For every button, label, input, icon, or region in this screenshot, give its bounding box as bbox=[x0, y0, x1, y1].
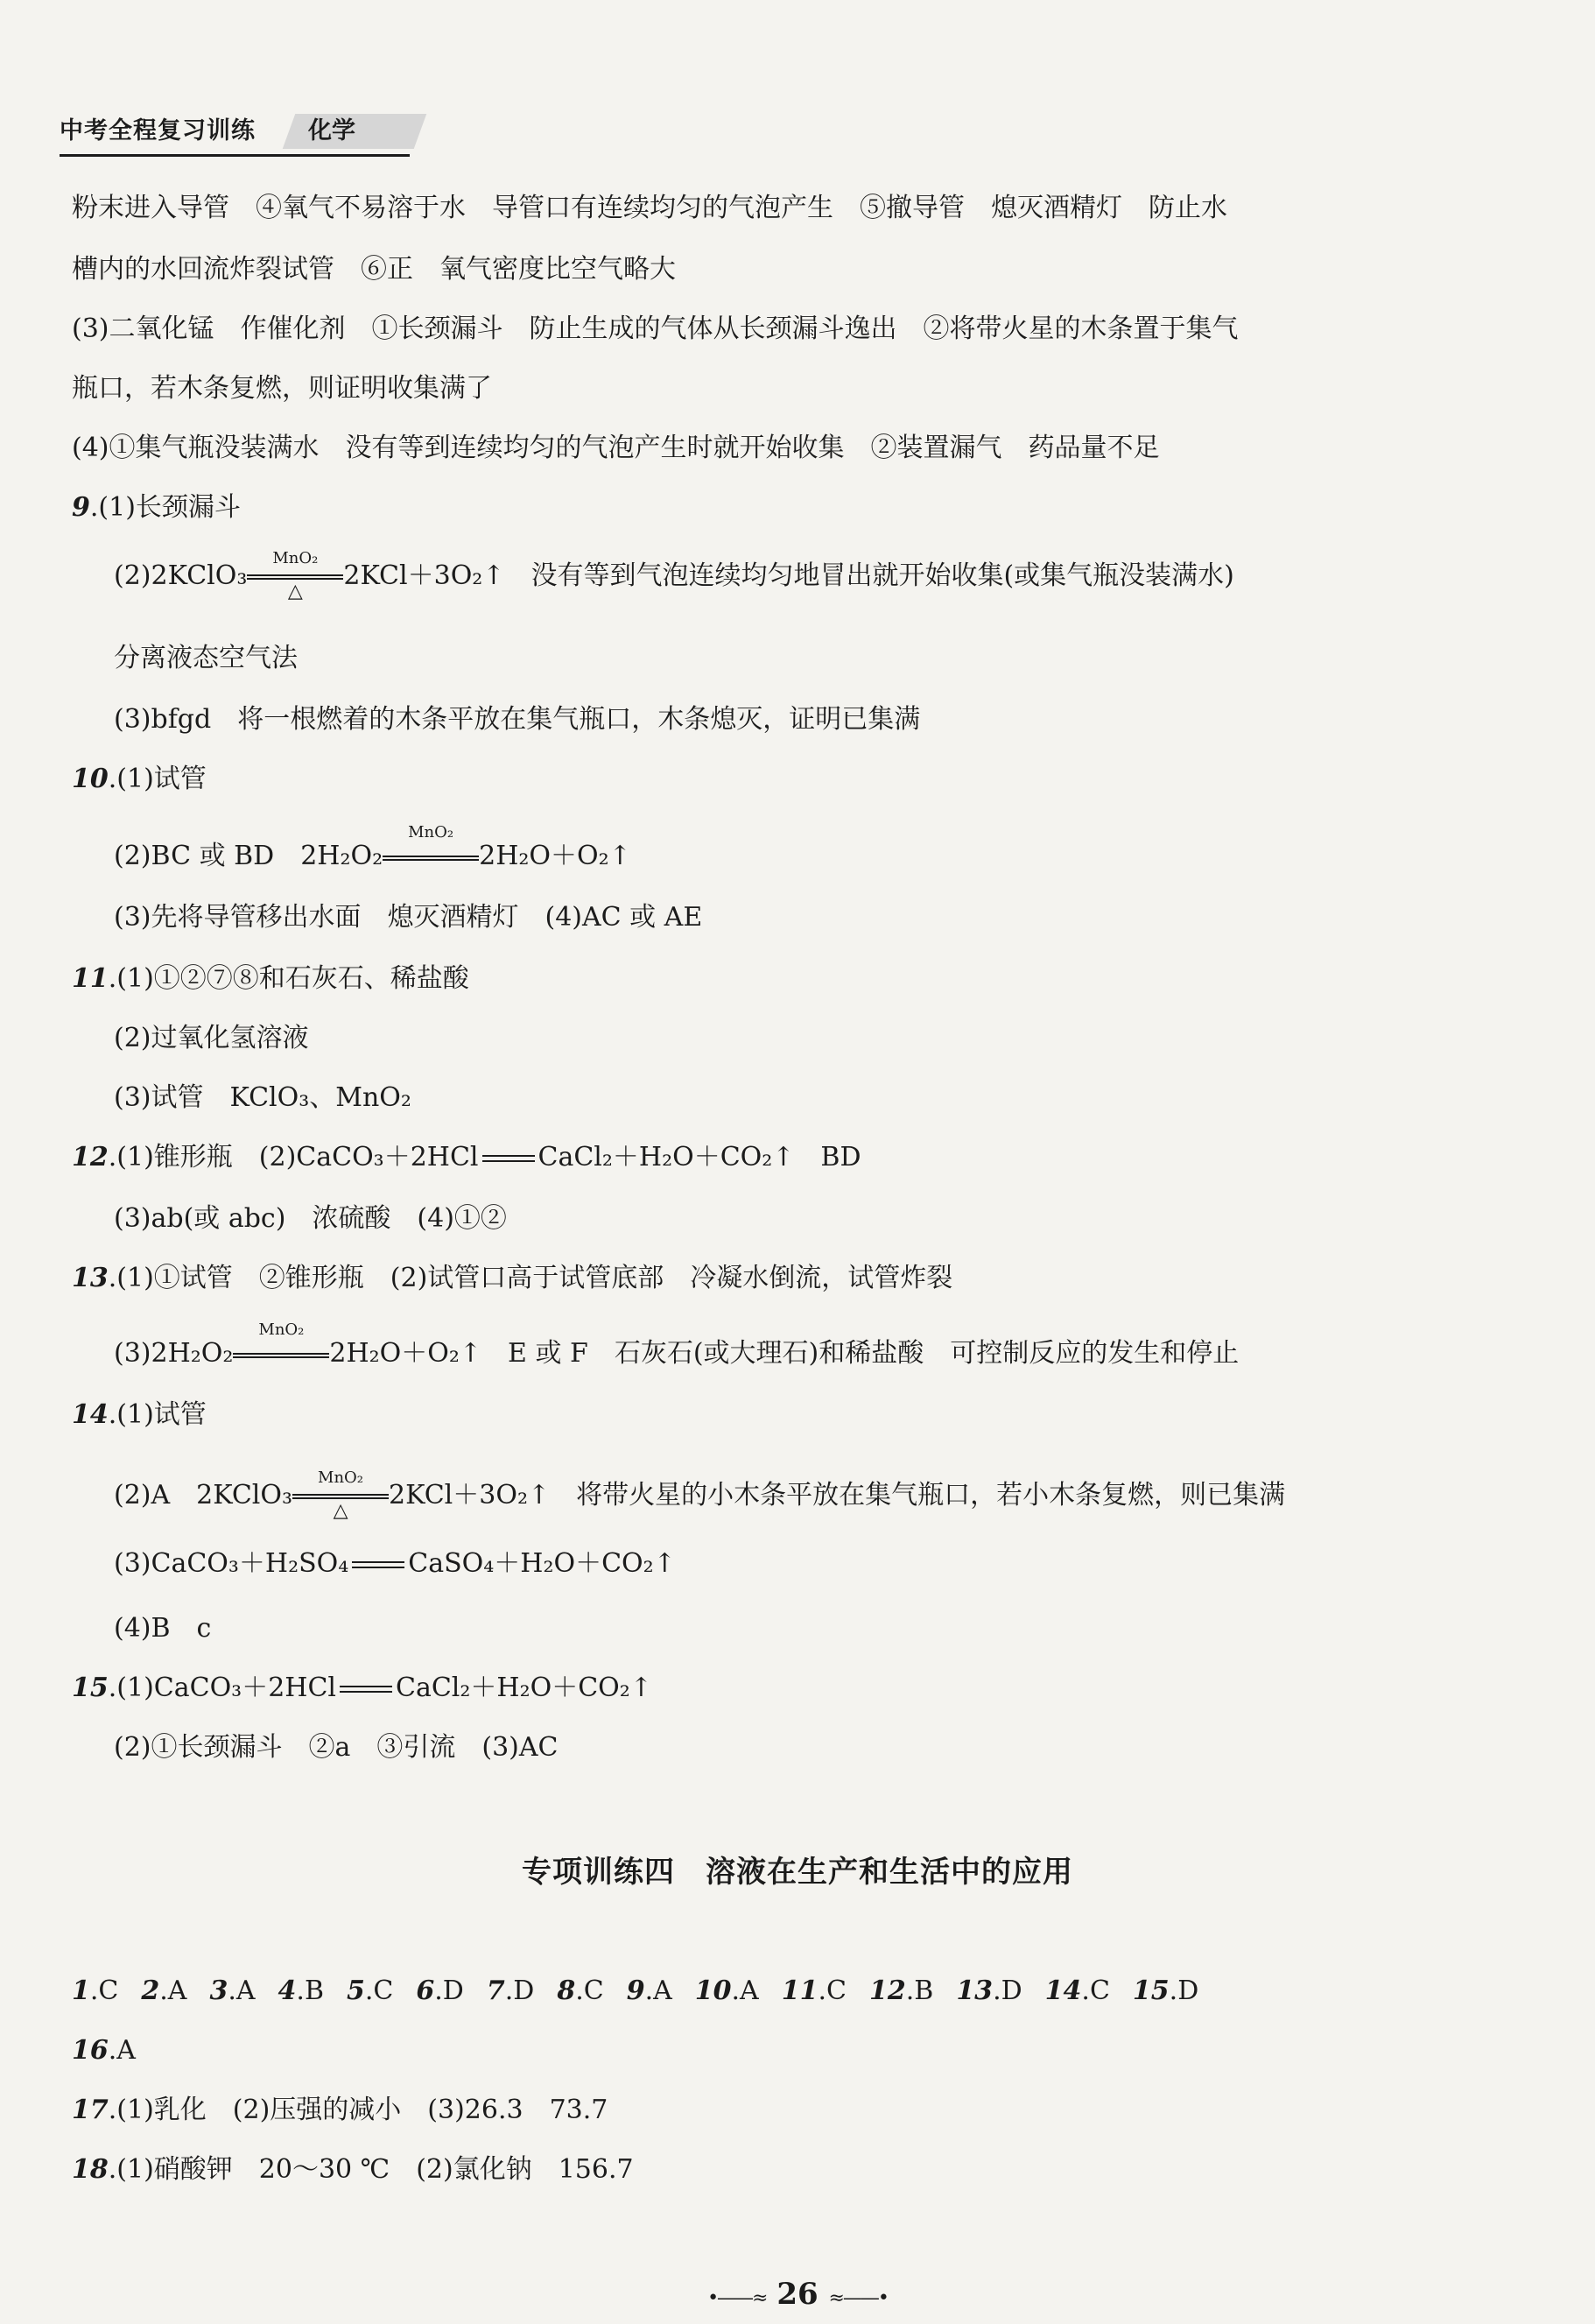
equation-left: .(1)锥形瓶 (2)CaCO₃＋2HCl bbox=[108, 1142, 479, 1173]
question-number: 17 bbox=[72, 2095, 109, 2125]
mc-answer bbox=[416, 1975, 463, 2006]
multiple-choice-answers bbox=[72, 1974, 1221, 2009]
equation-left: .(1)CaCO₃＋2HCl bbox=[108, 1673, 336, 1703]
answer-letter: .B bbox=[905, 1975, 934, 2006]
mc-answer bbox=[209, 1975, 255, 2006]
question-number: 11 bbox=[72, 963, 109, 994]
question-number: 14 bbox=[72, 1399, 109, 1430]
question-number: 15 bbox=[1132, 1975, 1170, 2006]
equation-right: 2KCl＋3O₂↑ 没有等到气泡连续均匀地冒出就开始收集(或集气瓶没装满水) bbox=[343, 560, 1234, 591]
answer-line bbox=[114, 823, 631, 875]
answer-line: 分离液态空气法 bbox=[114, 643, 298, 673]
answer-text: .(1)试管 bbox=[108, 1399, 207, 1430]
answer-letter: .D bbox=[993, 1975, 1022, 2006]
question-number: 10 bbox=[72, 764, 109, 794]
heat-symbol: △ bbox=[287, 581, 303, 602]
mc-answer bbox=[956, 1975, 1022, 2006]
equation-right: 2KCl＋3O₂↑ 将带火星的小木条平放在集气瓶口，若小木条复燃，则已集满 bbox=[389, 1480, 1286, 1511]
equals-bar bbox=[352, 1561, 404, 1568]
reaction-condition bbox=[383, 823, 479, 875]
mc-answer bbox=[869, 1975, 933, 2006]
answer-line: (3)先将导管移出水面 熄灭酒精灯 (4)AC 或 AE bbox=[114, 902, 703, 933]
subject-tag bbox=[283, 114, 427, 149]
answer-line: 槽内的水回流炸裂试管 ⑥正 氧气密度比空气略大 bbox=[72, 254, 676, 285]
heat-symbol: △ bbox=[333, 1500, 348, 1522]
question-number: 12 bbox=[868, 1975, 906, 2006]
header-rule bbox=[60, 154, 410, 157]
question-number: 15 bbox=[72, 1673, 109, 1703]
equation-left: (2)A 2KClO₃ bbox=[114, 1480, 293, 1511]
reaction-condition bbox=[233, 1320, 329, 1372]
mc-answer bbox=[141, 1975, 186, 2006]
question-18 bbox=[72, 2152, 634, 2187]
equals-bar bbox=[482, 1155, 535, 1162]
reaction-condition bbox=[247, 550, 343, 604]
question-14 bbox=[72, 1398, 207, 1433]
question-number: 13 bbox=[72, 1263, 109, 1293]
answer-line bbox=[114, 1546, 676, 1581]
mc-answer bbox=[695, 1975, 759, 2006]
equals-bar bbox=[340, 1686, 392, 1693]
answer-text: .(1)①试管 ②锥形瓶 (2)试管口高于试管底部 冷凝水倒流，试管炸裂 bbox=[108, 1263, 953, 1293]
catalyst-label: MnO₂ bbox=[272, 549, 319, 567]
catalyst-label: MnO₂ bbox=[408, 823, 454, 842]
answer-line bbox=[114, 550, 1234, 604]
equation-left: (2)2KClO₃ bbox=[114, 560, 248, 591]
answer-letter: .D bbox=[504, 1975, 535, 2006]
answer-letter: .A bbox=[228, 1975, 256, 2006]
answer-text: .(1)长颈漏斗 bbox=[89, 492, 241, 523]
question-number: 5 bbox=[347, 1975, 365, 2006]
answer-line: (3)试管 KClO₃、MnO₂ bbox=[114, 1082, 411, 1113]
answer-line: (2)①长颈漏斗 ②a ③引流 (3)AC bbox=[114, 1732, 559, 1763]
answer-line: (2)过氧化氢溶液 bbox=[114, 1023, 309, 1053]
answer-line: (4)①集气瓶没装满水 没有等到连续均匀的气泡产生时就开始收集 ②装置漏气 药品量不足 bbox=[72, 433, 1160, 463]
question-number: 11 bbox=[781, 1975, 819, 2006]
question-number: 18 bbox=[72, 2154, 109, 2185]
answer-text: .(1)①②⑦⑧和石灰石、稀盐酸 bbox=[108, 963, 469, 994]
answer-letter: .C bbox=[1081, 1975, 1110, 2006]
catalyst-label: MnO₂ bbox=[318, 1468, 364, 1487]
question-number: 9 bbox=[72, 492, 90, 523]
answer-line: (3)ab(或 abc) 浓硫酸 (4)①② bbox=[114, 1203, 507, 1234]
page-footer bbox=[0, 2277, 1595, 2312]
answer-letter: .C bbox=[89, 1975, 119, 2006]
question-number: 16 bbox=[72, 2035, 109, 2066]
answer-line: (3)二氧化锰 作催化剂 ①长颈漏斗 防止生成的气体从长颈漏斗逸出 ②将带火星的木条置于集气 bbox=[72, 313, 1239, 344]
answer-letter: .C bbox=[818, 1975, 847, 2006]
equation-left: (3)2H₂O₂ bbox=[114, 1338, 234, 1369]
equation-left: (3)CaCO₃＋H₂SO₄ bbox=[114, 1548, 349, 1579]
answer-letter: .C bbox=[575, 1975, 604, 2006]
answer-line: (4)B c bbox=[114, 1613, 212, 1644]
series-title: 中考全程复习训练 bbox=[60, 117, 256, 144]
equation-right: CaCl₂＋H₂O＋CO₂↑ BD bbox=[538, 1142, 861, 1173]
answer-text: .A bbox=[108, 2035, 136, 2066]
mc-answer bbox=[782, 1975, 847, 2006]
mc-answer bbox=[627, 1975, 672, 2006]
mc-answer bbox=[1045, 1975, 1110, 2006]
question-number: 3 bbox=[209, 1975, 228, 2006]
question-10 bbox=[72, 762, 207, 797]
answer-letter: .A bbox=[644, 1975, 672, 2006]
section-title: 专项训练四 溶液在生产和生活中的应用 bbox=[522, 1855, 1073, 1890]
question-15 bbox=[72, 1671, 652, 1706]
question-number: 13 bbox=[956, 1975, 994, 2006]
equation-left: (2)BC 或 BD 2H₂O₂ bbox=[114, 841, 383, 871]
question-number: 6 bbox=[416, 1975, 435, 2006]
answer-letter: .A bbox=[159, 1975, 187, 2006]
mc-answer bbox=[72, 1975, 118, 2006]
equation-right: CaCl₂＋H₂O＋CO₂↑ bbox=[396, 1673, 652, 1703]
answer-letter: .B bbox=[296, 1975, 324, 2006]
equation-right: 2H₂O＋O₂↑ bbox=[479, 841, 631, 871]
mc-answer bbox=[487, 1975, 534, 2006]
subject-label: 化学 bbox=[308, 117, 355, 144]
question-11 bbox=[72, 961, 469, 997]
answer-letter: .D bbox=[434, 1975, 464, 2006]
question-number: 9 bbox=[626, 1975, 645, 2006]
catalyst-label: MnO₂ bbox=[258, 1320, 305, 1339]
answer-line: 粉末进入导管 ④氧气不易溶于水 导管口有连续均匀的气泡产生 ⑤撤导管 熄灭酒精灯 防止水 bbox=[72, 193, 1227, 223]
answer-text: .(1)试管 bbox=[108, 764, 207, 794]
answer-letter: .A bbox=[731, 1975, 759, 2006]
mc-answer bbox=[278, 1975, 324, 2006]
mc-answer bbox=[1133, 1975, 1198, 2006]
question-17 bbox=[72, 2093, 608, 2128]
question-number: 1 bbox=[72, 1975, 90, 2006]
question-number: 8 bbox=[557, 1975, 576, 2006]
equation-right: CaSO₄＋H₂O＋CO₂↑ bbox=[408, 1548, 676, 1579]
answer-line: (3)bfgd 将一根燃着的木条平放在集气瓶口，木条熄灭，证明已集满 bbox=[114, 704, 921, 735]
answer-line bbox=[114, 1320, 1240, 1372]
question-number: 10 bbox=[694, 1975, 732, 2006]
left-ornament: •——≈ bbox=[707, 2287, 767, 2309]
question-number: 2 bbox=[141, 1975, 160, 2006]
mc-answer bbox=[557, 1975, 603, 2006]
page-number: 26 bbox=[776, 2277, 819, 2312]
question-12 bbox=[72, 1140, 861, 1175]
running-header bbox=[60, 112, 410, 151]
answer-line bbox=[114, 1469, 1285, 1524]
question-number: 4 bbox=[278, 1975, 297, 2006]
mc-answer bbox=[347, 1975, 393, 2006]
equation-right: 2H₂O＋O₂↑ E 或 F 石灰石(或大理石)和稀盐酸 可控制反应的发生和停止 bbox=[329, 1338, 1240, 1369]
answer-line: 瓶口，若木条复燃，则证明收集满了 bbox=[72, 373, 492, 404]
answer-text: .(1)硝酸钾 20～30 ℃ (2)氯化钠 156.7 bbox=[108, 2154, 634, 2185]
question-13 bbox=[72, 1261, 952, 1296]
right-ornament: ≈——• bbox=[828, 2287, 888, 2309]
question-number: 7 bbox=[486, 1975, 505, 2006]
question-16 bbox=[72, 2033, 136, 2068]
reaction-condition bbox=[292, 1469, 389, 1524]
question-number: 14 bbox=[1044, 1975, 1082, 2006]
answer-text: .(1)乳化 (2)压强的减小 (3)26.3 73.7 bbox=[108, 2095, 608, 2125]
answer-letter: .D bbox=[1169, 1975, 1199, 2006]
question-number: 12 bbox=[72, 1142, 109, 1173]
question-9 bbox=[72, 490, 241, 525]
answer-letter: .C bbox=[364, 1975, 394, 2006]
